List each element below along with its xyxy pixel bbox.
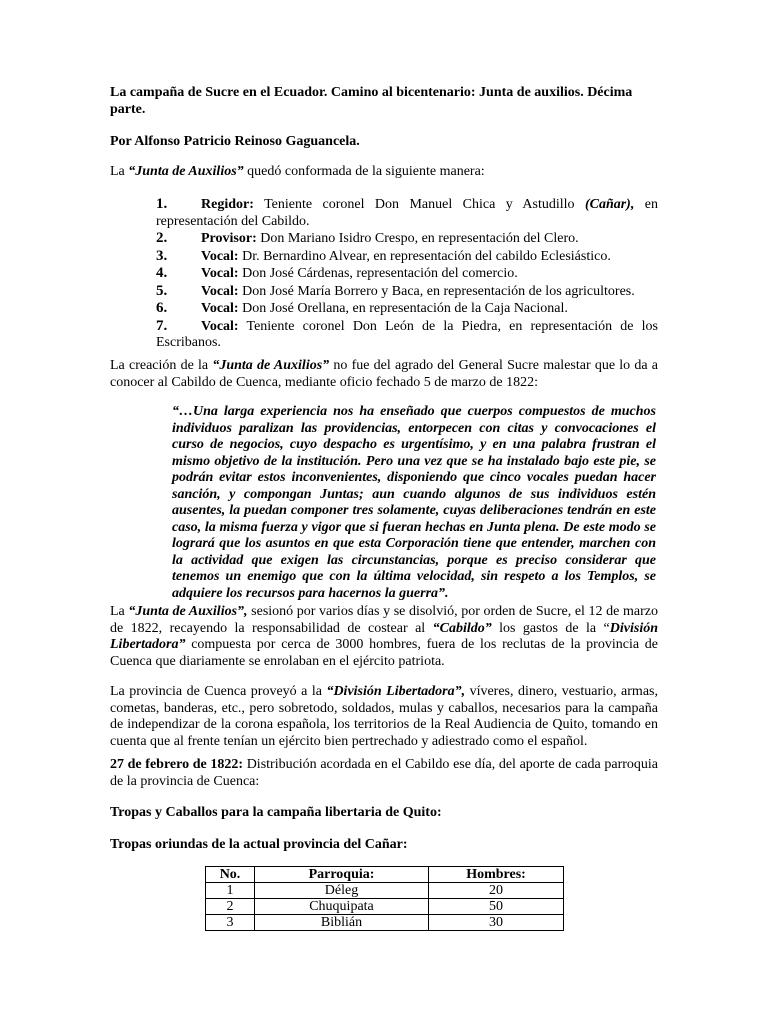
list-item <box>156 248 658 266</box>
table-cell: Chuquipata <box>255 899 429 915</box>
item-number: 7. <box>156 317 168 334</box>
heading-canar-troops: Tropas oriundas de la actual provincia del Cañar: <box>110 837 408 852</box>
paragraph-junta-dissolved <box>110 604 658 670</box>
item-number: 6. <box>156 300 168 316</box>
member-text: Teniente coronel Don León de la Piedra, en representación de los Escribanos. <box>156 318 658 350</box>
member-role: Provisor: <box>201 231 257 246</box>
table-cell: 3 <box>206 915 255 931</box>
table-header-row <box>206 867 564 883</box>
member-text: Don José María Borrero y Baca, en representación de los agricultores. <box>238 283 635 299</box>
list-item <box>156 283 658 301</box>
member-text: Don José Orellana, en representación de la Caja Nacional. <box>238 301 568 316</box>
emphasis-text: “Junta de Auxilios”, <box>128 604 248 619</box>
text: La <box>110 604 129 619</box>
table-row <box>206 915 564 931</box>
text: La provincia de Cuenca proveyó a la <box>110 684 327 699</box>
list-item <box>156 318 658 352</box>
author-line: Por Alfonso Patricio Reinoso Gaguancela. <box>110 134 360 149</box>
text: víveres, dinero, vestuario, armas, cometas, banderas, etc., pero sobretodo, soldados, mulas y caballos, necesarios para la campaña de independizar de la corona española, los territorios de la Real Audiencia de Quito, tomando en cuenta que al frente tenían un ejército bien pertrechado y adiestrado como el español. <box>110 684 658 749</box>
emphasis-text: “Junta de Auxilios” <box>212 358 330 373</box>
paragraph-cuenca-supplies <box>110 684 658 750</box>
members-list <box>156 196 658 352</box>
paragraph-junta-intro <box>110 164 658 181</box>
text: Distribución acordada en el Cabildo ese día, del aporte de cada parroquia de la provincia de Cuenca: <box>110 757 658 789</box>
paragraph-sucre-disagreement <box>110 358 658 391</box>
table-cell: 1 <box>206 883 255 899</box>
text: sesionó por varios días y se disolvió, por orden de Sucre, el 12 de marzo de 1822, recayendo la responsabilidad de costear al <box>110 604 658 636</box>
item-number: 1. <box>156 196 168 212</box>
text: no fue del agrado del General Sucre malestar que lo da a conocer al Cabildo de Cuenca, mediante oficio fechado 5 de marzo de 1822: <box>110 358 658 390</box>
member-role: Vocal: <box>201 301 239 316</box>
member-role: Vocal: <box>201 283 239 299</box>
text: quedó conformada de la siguiente manera: <box>243 164 485 179</box>
list-item <box>156 196 658 230</box>
table-cell: 20 <box>429 883 564 899</box>
column-header: Parroquia: <box>255 867 429 883</box>
member-text: Dr. Bernardino Alvear, en representación del cabildo Eclesiástico. <box>238 248 611 264</box>
emphasis-text: “Junta de Auxilios” <box>128 164 244 179</box>
list-item <box>156 265 658 283</box>
table-row <box>206 883 564 899</box>
member-role: Vocal: <box>201 266 239 281</box>
list-item <box>156 300 658 318</box>
table-cell: Déleg <box>255 883 429 899</box>
member-text-after: en representación del Cabildo. <box>156 197 658 229</box>
document-title: La campaña de Sucre en el Ecuador. Camino al bicentenario: Junta de auxilios. Décima parte. <box>110 85 633 117</box>
item-number: 5. <box>156 282 168 299</box>
list-item <box>156 230 658 248</box>
item-number: 4. <box>156 265 168 281</box>
table-cell: 2 <box>206 899 255 915</box>
column-header: Hombres: <box>429 867 564 883</box>
emphasis-text: División Libertadora” <box>110 620 658 652</box>
table-row <box>206 899 564 915</box>
item-number: 2. <box>156 230 168 246</box>
column-header: No. <box>206 867 255 883</box>
member-text: Don José Cárdenas, representación del comercio. <box>238 266 518 281</box>
member-role: Vocal: <box>201 318 239 334</box>
member-text: Don Mariano Isidro Crespo, en representación del Clero. <box>256 231 579 246</box>
item-number: 3. <box>156 247 168 264</box>
table-cell: Biblián <box>255 915 429 931</box>
text: La <box>110 164 129 179</box>
member-role: Regidor: <box>201 197 254 212</box>
paragraph-distribution <box>110 757 658 790</box>
emphasis-text: “Cabildo” <box>432 620 492 636</box>
text: los gastos de la “ <box>491 620 610 636</box>
text: compuesta por cerca de 3000 hombres, fuera de los reclutas de la provincia de Cuenca que diariamente se enrolaban en el ejército patriota. <box>110 637 658 669</box>
member-role: Vocal: <box>201 248 239 264</box>
heading-troops-horses: Tropas y Caballos para la campaña libertaria de Quito: <box>110 805 442 820</box>
member-emphasis: (Cañar), <box>584 197 635 212</box>
table-cell: 30 <box>429 915 564 931</box>
parish-table <box>205 866 564 931</box>
date-label: 27 de febrero de 1822: <box>110 757 244 772</box>
text: La creación de la <box>110 358 213 373</box>
sucre-quote: “…Una larga experiencia nos ha enseñado que cuerpos compuestos de muchos individuos paralizan las providencias, entorpecen con citas y convocaciones el curso de negocios, cuyo despacho es urgentísimo, y en una palabra frustran el mismo objetivo de la institución. Pero una vez que se ha instalado bajo este pie, se podrán evitar estos inconvenientes, disponiendo que cinco vocales puedan hacer sanción, y compongan Juntas; aun cuando algunos de sus individuos estén ausentes, la puedan componer tres solamente, cuyas deliberaciones tendrán en este caso, la misma fuerza y vigor que si fueran hechas en Junta plena. De este modo se logrará que los asuntos en que esta Corporación tiene que entender, marchen con la actividad que exigen las circunstancias, porque es preciso considerar que tenemos un enemigo que con la última velocidad, sin respeto a los Templos, se adquiere los recursos para hacernos la guerra”. <box>172 404 656 601</box>
table-cell: 50 <box>429 899 564 915</box>
emphasis-text: “División Libertadora”, <box>326 684 466 699</box>
member-text: Teniente coronel Don Manuel Chica y Astudillo <box>253 197 585 212</box>
